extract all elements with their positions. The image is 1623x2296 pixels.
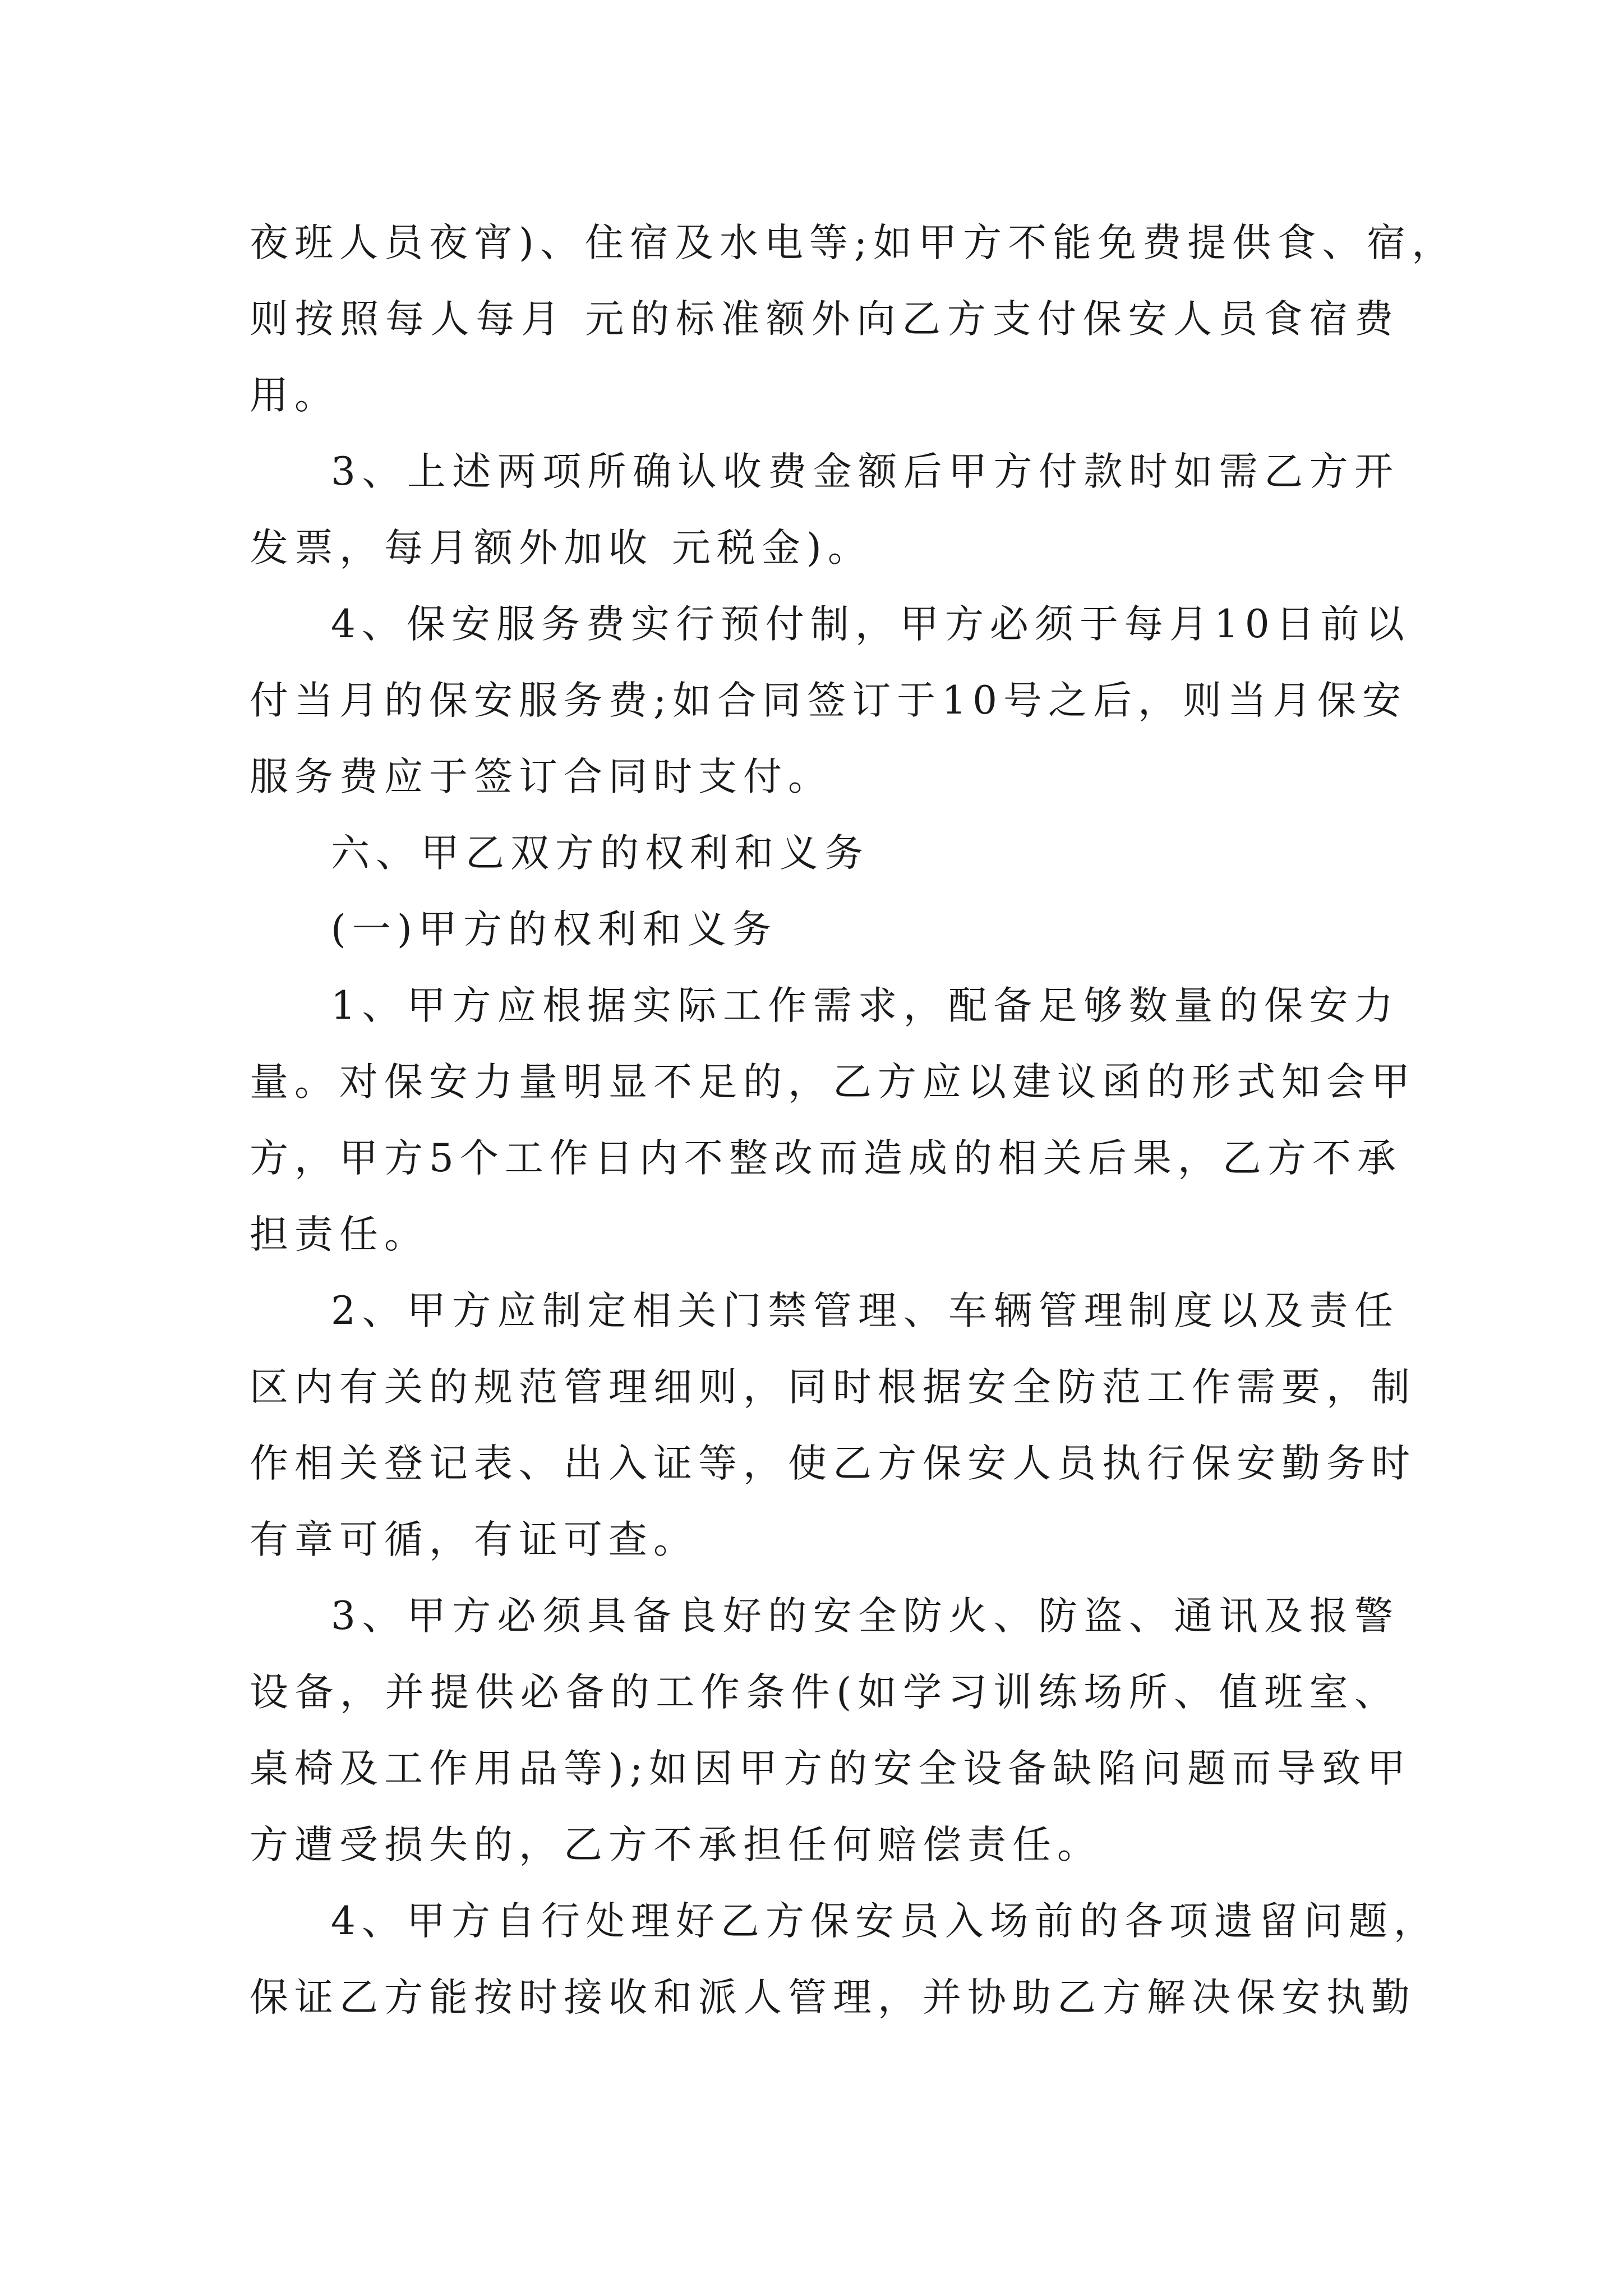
text-line: 有章可循，有证可查。 xyxy=(250,1517,698,1562)
text-line: 用。 xyxy=(250,373,339,418)
text-line: 桌椅及工作用品等);如因甲方的安全设备缺陷问题而导致甲 xyxy=(250,1746,1412,1791)
text-line: 方，甲方5个工作日内不整改而造成的相关后果，乙方不承 xyxy=(250,1136,1402,1181)
text-line: 保证乙方能按时接收和派人管理，并协助乙方解决保安执勤 xyxy=(250,1975,1416,2020)
text-line: 4、保安服务费实行预付制，甲方必须于每月10日前以 xyxy=(331,602,1410,647)
text-line: 量。对保安力量明显不足的，乙方应以建议函的形式知会甲 xyxy=(250,1060,1416,1105)
text-line: 设备，并提供必备的工作条件(如学习训练场所、值班室、 xyxy=(250,1670,1399,1715)
section-heading: 六、甲乙双方的权利和义务 xyxy=(331,831,869,876)
text-line: 2、甲方应制定相关门禁管理、车辆管理制度以及责任 xyxy=(331,1289,1399,1333)
text-line: 方遭受损失的，乙方不承担任何赔偿责任。 xyxy=(250,1823,1102,1867)
subsection-heading: (一)甲方的权利和义务 xyxy=(331,907,777,952)
text-line: 1、甲方应根据实际工作需求，配备足够数量的保安力 xyxy=(331,983,1399,1028)
text-line: 付当月的保安服务费;如合同签订于10号之后，则当月保安 xyxy=(250,678,1408,723)
text-line: 担责任。 xyxy=(250,1212,429,1257)
text-line: 3、甲方必须具备良好的安全防火、防盗、通讯及报警 xyxy=(331,1594,1399,1639)
text-line: 区内有关的规范管理细则，同时根据安全防范工作需要，制 xyxy=(250,1365,1416,1410)
text-line: 作相关登记表、出入证等，使乙方保安人员执行保安勤务时 xyxy=(250,1441,1416,1486)
text-line: 3、上述两项所确认收费金额后甲方付款时如需乙方开 xyxy=(331,449,1399,494)
text-line: 服务费应于签订合同时支付。 xyxy=(250,754,833,799)
text-line: 夜班人员夜宵)、住宿及水电等;如甲方不能免费提供食、宿， xyxy=(250,220,1457,265)
text-line: 4、甲方自行处理好乙方保安员入场前的各项遗留问题， xyxy=(331,1899,1438,1944)
text-line: 发票，每月额外加收 元税金)。 xyxy=(250,526,873,570)
text-line: 则按照每人每月 元的标准额外向乙方支付保安人员食宿费 xyxy=(250,297,1399,342)
